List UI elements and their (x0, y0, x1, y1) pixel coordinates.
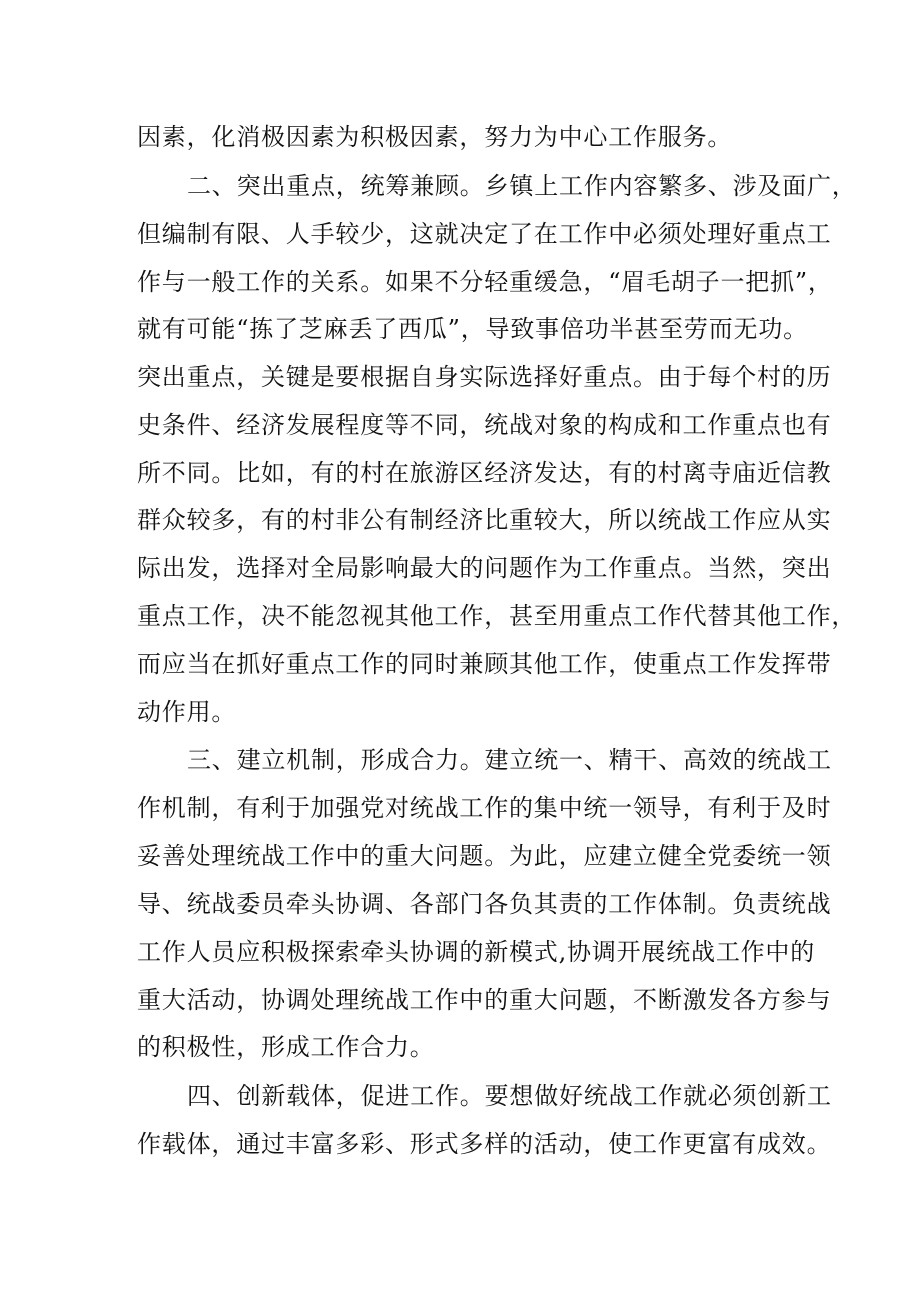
text-line: 所不同。比如，有的村在旅游区经济发达，有的村离寺庙近信教 (137, 459, 832, 487)
text-line: 导、统战委员牵头协调、各部门各负其责的工作体制。负责统战 (137, 890, 832, 918)
text-line: 作机制，有利于加强党对统战工作的集中统一领导，有利于及时 (137, 794, 832, 822)
text-line: 四、创新载体，促进工作。要想做好统战工作就必须创新工 (187, 1082, 832, 1110)
text-line: 作载体，通过丰富多彩、形式多样的活动，使工作更富有成效。 (137, 1130, 832, 1158)
text-line: 就有可能“拣了芝麻丢了西瓜”，导致事倍功半甚至劳而无功。 (137, 315, 808, 343)
text-line: 工作人员应积极探索牵头协调的新模式,协调开展统战工作中的 (137, 938, 816, 966)
text-line: 突出重点，关键是要根据自身实际选择好重点。由于每个村的历 (137, 363, 832, 391)
text-line: 作与一般工作的关系。如果不分轻重缓急，“眉毛胡子一把抓”， (137, 268, 833, 296)
text-line: 际出发，选择对全局影响最大的问题作为工作重点。当然，突出 (137, 554, 832, 582)
text-line: 三、建立机制，形成合力。建立统一、精干、高效的统战工 (187, 746, 832, 774)
text-line: 重大活动，协调处理统战工作中的重大问题，不断激发各方参与 (137, 986, 832, 1014)
text-line: 史条件、经济发展程度等不同，统战对象的构成和工作重点也有 (137, 411, 832, 439)
text-line: 而应当在抓好重点工作的同时兼顾其他工作，使重点工作发挥带 (137, 650, 832, 678)
text-line: 因素，化消极因素为积极因素，努力为中心工作服务。 (137, 123, 733, 151)
text-line: 但编制有限、人手较少，这就决定了在工作中必须处理好重点工 (137, 220, 832, 248)
text-line: 二、突出重点，统筹兼顾。乡镇上工作内容繁多、涉及面广， (187, 172, 857, 200)
text-line: 重点工作，决不能忽视其他工作，甚至用重点工作代替其他工作， (137, 602, 857, 630)
text-line: 动作用。 (137, 698, 237, 726)
text-line: 的积极性，形成工作合力。 (137, 1033, 435, 1061)
text-line: 妥善处理统战工作中的重大问题。为此，应建立健全党委统一领 (137, 842, 832, 870)
text-line: 群众较多，有的村非公有制经济比重较大，所以统战工作应从实 (137, 506, 832, 534)
